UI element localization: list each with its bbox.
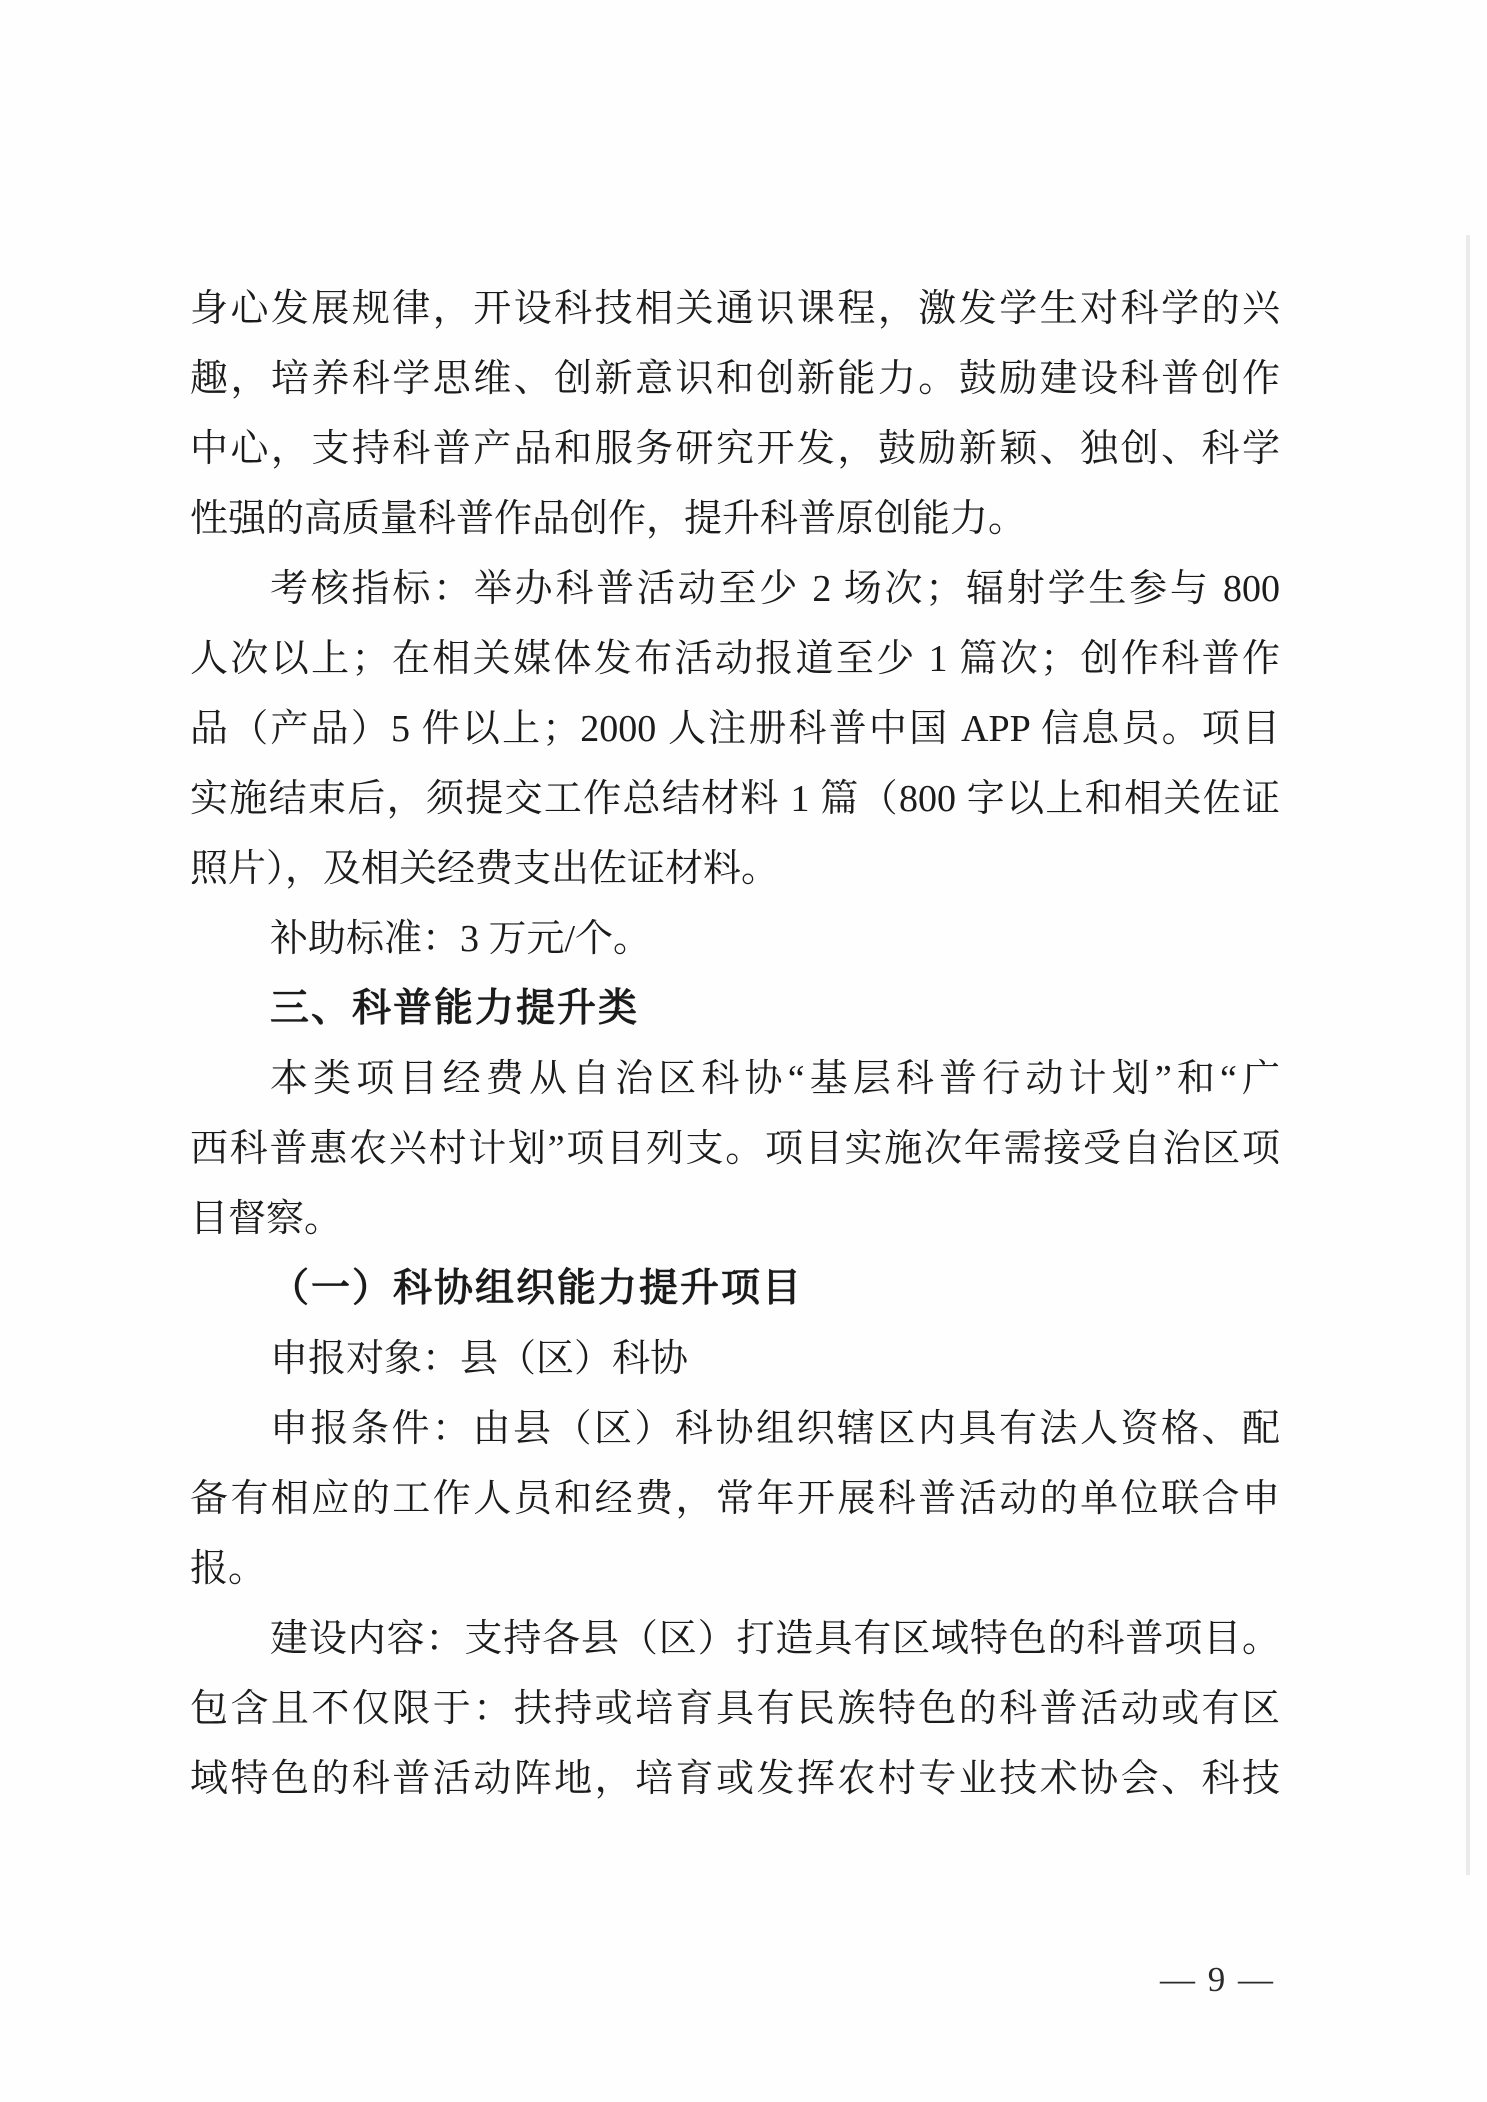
text-line: 包含且不仅限于：扶持或培育具有民族特色的科普活动或有区 bbox=[190, 1688, 1280, 1730]
document-body bbox=[190, 274, 1280, 1814]
text-line: 本类项目经费从自治区科协“基层科普行动计划”和“广 bbox=[270, 1058, 1280, 1100]
text-line: 目督察。 bbox=[190, 1198, 343, 1240]
text-line: 域特色的科普活动阵地，培育或发挥农村专业技术协会、科技 bbox=[190, 1758, 1280, 1800]
text-line: 申报对象：县（区）科协 bbox=[270, 1338, 689, 1380]
text-line: 身心发展规律，开设科技相关通识课程，激发学生对科学的兴 bbox=[190, 288, 1280, 330]
text-line: 品（产品）5 件以上；2000 人注册科普中国 APP 信息员。项目 bbox=[190, 708, 1280, 750]
text-line: 补助标准：3 万元/个。 bbox=[270, 918, 652, 960]
text-line: 备有相应的工作人员和经费，常年开展科普活动的单位联合申 bbox=[190, 1478, 1280, 1520]
text-line: 趣，培养科学思维、创新意识和创新能力。鼓励建设科普创作 bbox=[190, 358, 1280, 400]
section-heading: （一）科协组织能力提升项目 bbox=[270, 1267, 804, 1310]
text-line: 西科普惠农兴村计划”项目列支。项目实施次年需接受自治区项 bbox=[190, 1128, 1280, 1170]
text-line: 中心，支持科普产品和服务研究开发，鼓励新颖、独创、科学 bbox=[190, 428, 1280, 470]
text-line: 建设内容：支持各县（区）打造具有区域特色的科普项目。 bbox=[270, 1618, 1280, 1660]
text-line: 报。 bbox=[190, 1548, 267, 1590]
text-line: 申报条件：由县（区）科协组织辖区内具有法人资格、配 bbox=[270, 1408, 1280, 1450]
text-line: 照片），及相关经费支出佐证材料。 bbox=[190, 848, 780, 890]
text-line: 性强的高质量科普作品创作，提升科普原创能力。 bbox=[190, 498, 1027, 540]
page-number: — 9 — bbox=[1160, 1960, 1275, 1999]
text-line: 人次以上；在相关媒体发布活动报道至少 1 篇次；创作科普作 bbox=[190, 638, 1280, 680]
text-line: 实施结束后，须提交工作总结材料 1 篇（800 字以上和相关佐证 bbox=[190, 778, 1280, 820]
scan-artifact-line bbox=[1466, 235, 1470, 1875]
text-line: 考核指标：举办科普活动至少 2 场次；辐射学生参与 800 bbox=[270, 568, 1280, 610]
section-heading: 三、科普能力提升类 bbox=[270, 987, 640, 1030]
